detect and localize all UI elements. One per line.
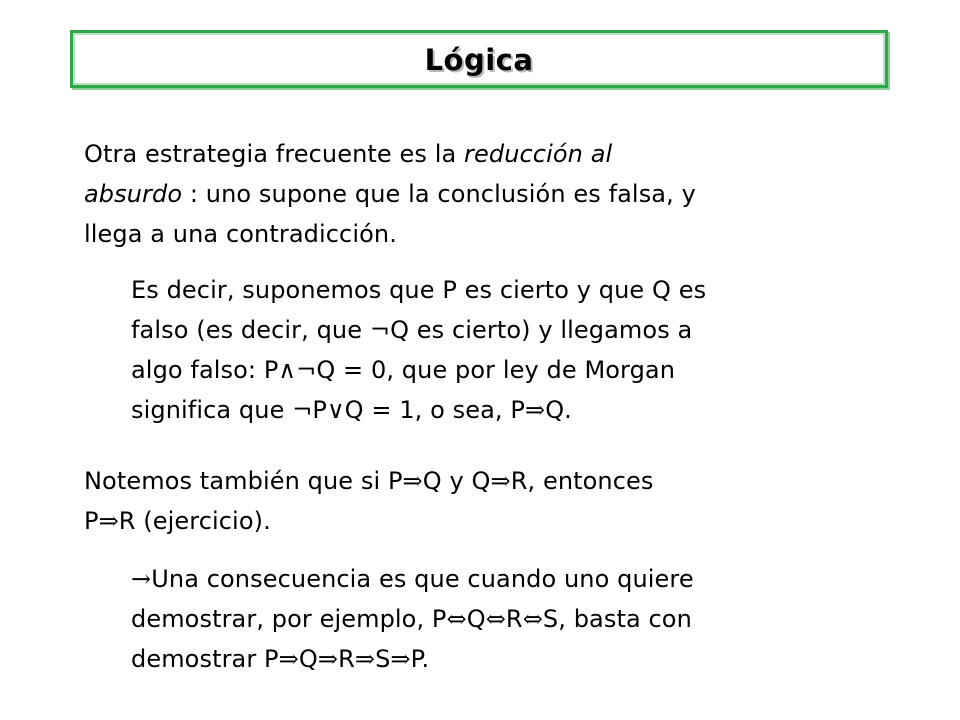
paragraph-line bbox=[84, 461, 924, 501]
implies-symbol: ⇒ bbox=[354, 645, 376, 673]
text-segment: P. bbox=[410, 645, 430, 673]
paragraph-line bbox=[84, 501, 924, 541]
not-symbol: ¬ bbox=[292, 396, 313, 424]
text-segment: Q = 0, que por ley de Morgan bbox=[316, 356, 676, 384]
text-segment: Q y Q bbox=[422, 467, 491, 495]
or-symbol: ∨ bbox=[326, 396, 345, 424]
paragraph-es-decir bbox=[131, 270, 931, 430]
iff-symbol: ⇔ bbox=[522, 605, 543, 633]
implies-symbol: ⇒ bbox=[390, 645, 411, 673]
text-segment: significa que bbox=[131, 396, 293, 424]
text-segment: Q bbox=[466, 605, 486, 633]
arrow-right-icon: → bbox=[131, 565, 152, 593]
paragraph-reduccion-al-absurdo bbox=[84, 134, 924, 254]
text-segment: falso (es decir, que bbox=[131, 316, 370, 344]
text-segment: Otra estrategia frecuente es la bbox=[84, 140, 465, 168]
text-segment: R (ejercicio). bbox=[118, 507, 271, 535]
text-segment: : uno supone que la conclusión es falsa, y bbox=[182, 180, 696, 208]
paragraph-transitividad bbox=[84, 461, 924, 541]
emphasis-text: absurdo bbox=[84, 180, 183, 208]
iff-symbol: ⇔ bbox=[446, 605, 467, 633]
text-segment: demostrar P bbox=[131, 645, 279, 673]
emphasis-text: reducción al bbox=[464, 140, 613, 168]
text-segment: S, basta con bbox=[542, 605, 692, 633]
implies-symbol: ⇒ bbox=[490, 467, 511, 495]
paragraph-line bbox=[84, 174, 924, 214]
and-symbol: ∧ bbox=[278, 356, 297, 384]
not-symbol: ¬ bbox=[369, 316, 391, 344]
implies-symbol: ⇒ bbox=[317, 645, 339, 673]
text-segment: S bbox=[375, 645, 391, 673]
paragraph-line bbox=[131, 599, 931, 639]
implies-symbol: ⇒ bbox=[98, 507, 119, 535]
text-segment: Q es cierto) y llegamos a bbox=[390, 316, 693, 344]
text-segment: R bbox=[338, 645, 355, 673]
text-segment: Notemos también que si P bbox=[84, 467, 403, 495]
text-segment: Q. bbox=[545, 396, 572, 424]
title-banner bbox=[70, 30, 888, 88]
paragraph-line bbox=[84, 134, 924, 174]
slide-title: Lógica bbox=[424, 43, 534, 77]
paragraph-line bbox=[131, 310, 931, 350]
text-segment: Q bbox=[298, 645, 318, 673]
paragraph-line bbox=[131, 390, 931, 430]
implies-symbol: ⇒ bbox=[524, 396, 546, 424]
text-segment: algo falso: P bbox=[131, 356, 279, 384]
text-segment: P bbox=[312, 396, 327, 424]
implies-symbol: ⇒ bbox=[278, 645, 299, 673]
implies-symbol: ⇒ bbox=[402, 467, 423, 495]
text-segment: demostrar, por ejemplo, P bbox=[131, 605, 447, 633]
text-segment: Q = 1, o sea, P bbox=[344, 396, 525, 424]
paragraph-consecuencia bbox=[131, 559, 931, 679]
text-segment: Una consecuencia es que cuando uno quiere bbox=[151, 565, 694, 593]
text-segment: R, entonces bbox=[510, 467, 654, 495]
iff-symbol: ⇔ bbox=[485, 605, 506, 633]
paragraph-line: llega a una contradicción. bbox=[84, 220, 397, 248]
paragraph-line: Es decir, suponemos que P es cierto y que Q es bbox=[131, 276, 707, 304]
paragraph-line bbox=[131, 350, 931, 390]
paragraph-line bbox=[131, 559, 931, 599]
text-segment: P bbox=[84, 507, 99, 535]
paragraph-line bbox=[131, 639, 931, 679]
text-segment: R bbox=[505, 605, 523, 633]
not-symbol: ¬ bbox=[296, 356, 317, 384]
